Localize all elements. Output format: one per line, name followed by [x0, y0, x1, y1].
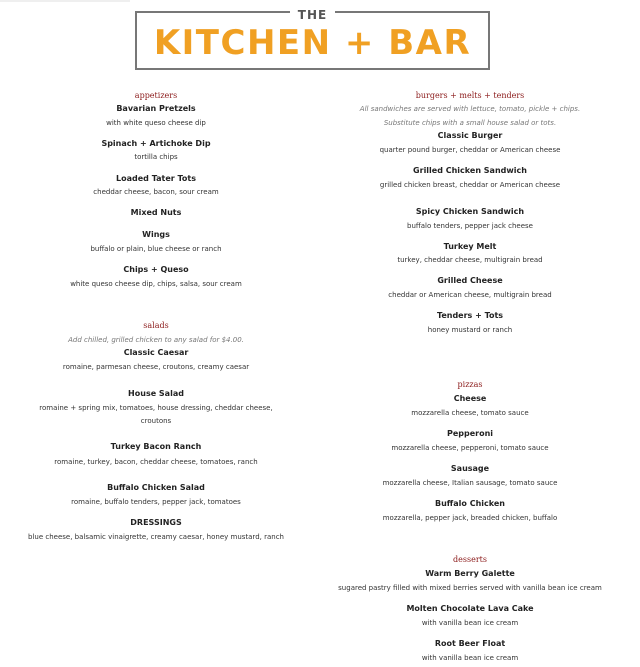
- menu-item-desc: romaine + spring mix, tomatoes, house dressing, cheddar cheese,: [39, 404, 273, 412]
- menu-item-name: Chips + Queso: [123, 265, 189, 274]
- top-divider: [0, 0, 130, 2]
- menu-item-name: Turkey Melt: [443, 242, 497, 251]
- section-title-desserts: desserts: [453, 555, 487, 564]
- menu-item-name: Tenders + Tots: [436, 311, 504, 320]
- menu-item-name: Loaded Tater Tots: [116, 174, 196, 183]
- section-title-burgers: burgers + melts + tenders: [415, 91, 525, 100]
- menu-item-desc: grilled chicken breast, cheddar or American cheese: [379, 181, 561, 189]
- menu-item-desc: mozzarella cheese, pepperoni, tomato sauce: [391, 444, 549, 452]
- menu-item-name: Grilled Cheese: [437, 276, 503, 285]
- section-note: All sandwiches are served with lettuce, tomato, pickle + chips.: [359, 105, 581, 113]
- menu-item-desc: quarter pound burger, cheddar or American cheese: [379, 146, 561, 154]
- menu-item-name: Root Beer Float: [434, 639, 506, 648]
- logo: [135, 8, 490, 70]
- menu-item-desc: blue cheese, balsamic vinaigrette, creamy caesar, honey mustard, ranch: [28, 533, 284, 541]
- menu-item-desc: with vanilla bean ice cream: [421, 654, 519, 662]
- menu-item-name: Cheese: [453, 394, 487, 403]
- menu-item-desc: mozzarella cheese, Italian sausage, tomato sauce: [382, 479, 558, 487]
- menu-item-desc: honey mustard or ranch: [427, 326, 513, 334]
- logo-the-text: THE: [290, 8, 335, 22]
- menu-item-name: DRESSINGS: [130, 518, 182, 527]
- menu-item-name: Turkey Bacon Ranch: [110, 442, 202, 451]
- section-title-pizzas: pizzas: [457, 380, 483, 389]
- menu-item-desc: cheddar or American cheese, multigrain bread: [388, 291, 552, 299]
- menu-item-name: House Salad: [128, 389, 184, 398]
- menu-item-desc: romaine, turkey, bacon, cheddar cheese, tomatoes, ranch: [54, 458, 258, 466]
- menu-item-name: Molten Chocolate Lava Cake: [406, 604, 534, 613]
- section-note: Substitute chips with a small house salad or tots.: [383, 119, 557, 127]
- menu-item-name: Spinach + Artichoke Dip: [101, 139, 211, 148]
- section-title-salads: salads: [143, 321, 169, 330]
- menu-item-desc: romaine, parmesan cheese, croutons, creamy caesar: [62, 363, 250, 371]
- menu-item-desc: turkey, cheddar cheese, multigrain bread: [397, 256, 543, 264]
- menu-item-name: Grilled Chicken Sandwich: [413, 166, 527, 175]
- menu-item-name: Classic Caesar: [123, 348, 189, 357]
- menu-item-desc-continued: croutons: [140, 417, 172, 425]
- menu-item-desc: white queso cheese dip, chips, salsa, sour cream: [70, 280, 242, 288]
- menu-item-desc: with white queso cheese dip: [106, 119, 206, 127]
- menu-item-name: Pepperoni: [446, 429, 494, 438]
- menu-item-desc: buffalo or plain, blue cheese or ranch: [90, 245, 222, 253]
- menu-item-desc: sugared pastry filled with mixed berries served with vanilla bean ice cream: [338, 584, 602, 592]
- menu-item-desc: cheddar cheese, bacon, sour cream: [93, 188, 219, 196]
- menu-item-name: Mixed Nuts: [130, 208, 182, 217]
- logo-title: KITCHEN + BAR: [153, 23, 472, 63]
- menu-item-desc: tortilla chips: [134, 153, 178, 161]
- menu-item-name: Bavarian Pretzels: [116, 104, 196, 113]
- section-title-appetizers: appetizers: [134, 91, 178, 100]
- menu-item-name: Buffalo Chicken: [435, 499, 505, 508]
- menu-item-name: Warm Berry Galette: [425, 569, 515, 578]
- menu-item-name: Sausage: [450, 464, 490, 473]
- menu-item-desc: buffalo tenders, pepper jack cheese: [407, 222, 533, 230]
- menu-item-desc: romaine, buffalo tenders, pepper jack, tomatoes: [71, 498, 241, 506]
- menu-item-name: Buffalo Chicken Salad: [107, 483, 205, 492]
- menu-item-name: Classic Burger: [437, 131, 503, 140]
- menu-item-desc: mozzarella, pepper jack, breaded chicken, buffalo: [382, 514, 558, 522]
- section-note: Add chilled, grilled chicken to any salad for $4.00.: [68, 336, 244, 344]
- menu-item-desc: mozzarella cheese, tomato sauce: [411, 409, 529, 417]
- menu-item-name: Wings: [142, 230, 170, 239]
- menu-item-name: Spicy Chicken Sandwich: [415, 207, 525, 216]
- menu-item-desc: with vanilla bean ice cream: [421, 619, 519, 627]
